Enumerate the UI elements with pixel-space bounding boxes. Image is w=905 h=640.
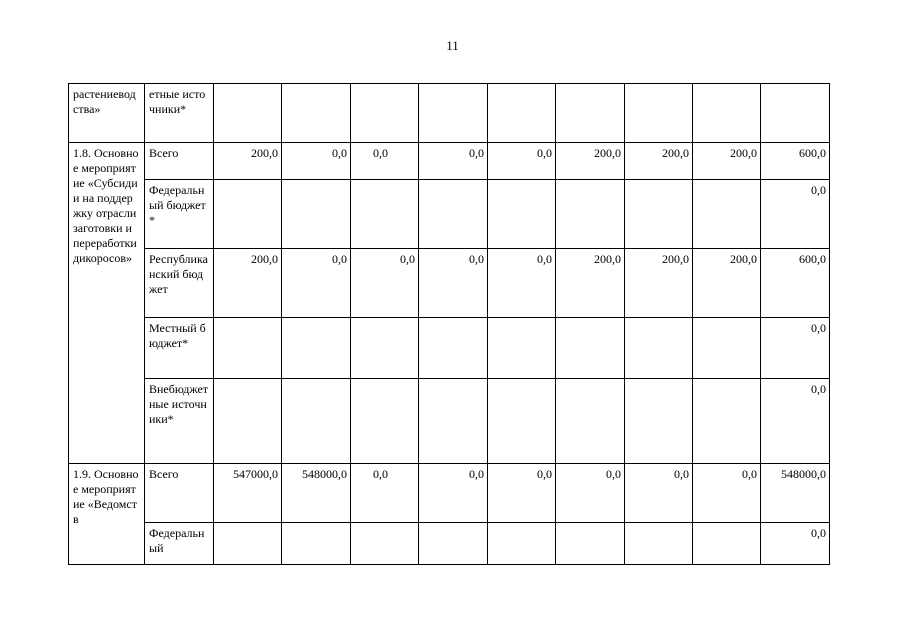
value-cell (351, 180, 419, 249)
table-row (69, 180, 830, 249)
value-cell (488, 180, 556, 249)
funding-source: Всего (145, 464, 214, 523)
funding-source: Федеральный (145, 523, 214, 565)
value-cell (693, 523, 761, 565)
budget-table (68, 83, 830, 565)
value-cell (556, 84, 625, 143)
value-cell: 200,0 (693, 143, 761, 180)
value-cell (419, 318, 488, 379)
value-cell: 0,0 (761, 523, 830, 565)
value-cell: 0,0 (761, 318, 830, 379)
table-row (69, 523, 830, 565)
table-row (69, 318, 830, 379)
value-cell (693, 84, 761, 143)
value-cell (488, 379, 556, 464)
page-number: 11 (446, 38, 459, 53)
value-cell (488, 84, 556, 143)
funding-source: Республиканский бюджет (145, 249, 214, 318)
funding-source: Местный бюджет* (145, 318, 214, 379)
value-cell (488, 523, 556, 565)
value-cell (556, 180, 625, 249)
value-cell: 0,0 (488, 249, 556, 318)
value-cell: 0,0 (488, 143, 556, 180)
value-cell: 200,0 (693, 249, 761, 318)
value-cell: 547000,0 (214, 464, 282, 523)
value-cell: 548000,0 (761, 464, 830, 523)
value-cell: 200,0 (625, 143, 693, 180)
value-cell (351, 523, 419, 565)
value-cell: 0,0 (693, 464, 761, 523)
funding-source: етные источники* (145, 84, 214, 143)
value-cell: 0,0 (488, 464, 556, 523)
table-row (69, 379, 830, 464)
value-cell (282, 84, 351, 143)
table-row (69, 84, 830, 143)
value-cell (214, 180, 282, 249)
value-cell (625, 84, 693, 143)
value-cell: 0,0 (282, 249, 351, 318)
value-cell (282, 523, 351, 565)
value-cell (693, 379, 761, 464)
value-cell: 0,0 (351, 143, 419, 180)
value-cell: 548000,0 (282, 464, 351, 523)
value-cell: 200,0 (556, 249, 625, 318)
value-cell (282, 379, 351, 464)
table-row (69, 249, 830, 318)
value-cell (214, 318, 282, 379)
value-cell: 0,0 (351, 464, 419, 523)
value-cell (419, 379, 488, 464)
value-cell (214, 84, 282, 143)
value-cell: 0,0 (761, 180, 830, 249)
value-cell (351, 318, 419, 379)
value-cell: 600,0 (761, 249, 830, 318)
value-cell (282, 318, 351, 379)
value-cell: 0,0 (351, 249, 419, 318)
value-cell (625, 379, 693, 464)
value-cell (419, 84, 488, 143)
activity-label: 1.8. Основное мероприятие «Субсидии на поддержку отрасли заготовки и переработки дикоросов» (69, 143, 145, 464)
value-cell (556, 523, 625, 565)
value-cell (351, 84, 419, 143)
value-cell (556, 379, 625, 464)
value-cell (625, 523, 693, 565)
value-cell (419, 523, 488, 565)
value-cell: 200,0 (214, 143, 282, 180)
value-cell (625, 180, 693, 249)
activity-label: 1.9. Основное мероприятие «Ведомств (69, 464, 145, 565)
value-cell: 0,0 (419, 249, 488, 318)
activity-label: растениеводства» (69, 84, 145, 143)
value-cell (693, 180, 761, 249)
value-cell: 0,0 (419, 143, 488, 180)
table-row (69, 464, 830, 523)
value-cell (556, 318, 625, 379)
value-cell: 200,0 (625, 249, 693, 318)
funding-source: Федеральный бюджет * (145, 180, 214, 249)
value-cell (214, 523, 282, 565)
value-cell (488, 318, 556, 379)
value-cell: 0,0 (419, 464, 488, 523)
value-cell: 0,0 (761, 379, 830, 464)
funding-source: Всего (145, 143, 214, 180)
value-cell: 0,0 (556, 464, 625, 523)
value-cell (214, 379, 282, 464)
value-cell (625, 318, 693, 379)
value-cell: 0,0 (625, 464, 693, 523)
value-cell: 200,0 (556, 143, 625, 180)
value-cell (693, 318, 761, 379)
value-cell: 600,0 (761, 143, 830, 180)
value-cell (351, 379, 419, 464)
value-cell (761, 84, 830, 143)
value-cell: 0,0 (282, 143, 351, 180)
funding-source: Внебюджетные источники* (145, 379, 214, 464)
value-cell (282, 180, 351, 249)
table-row (69, 143, 830, 180)
value-cell: 200,0 (214, 249, 282, 318)
value-cell (419, 180, 488, 249)
